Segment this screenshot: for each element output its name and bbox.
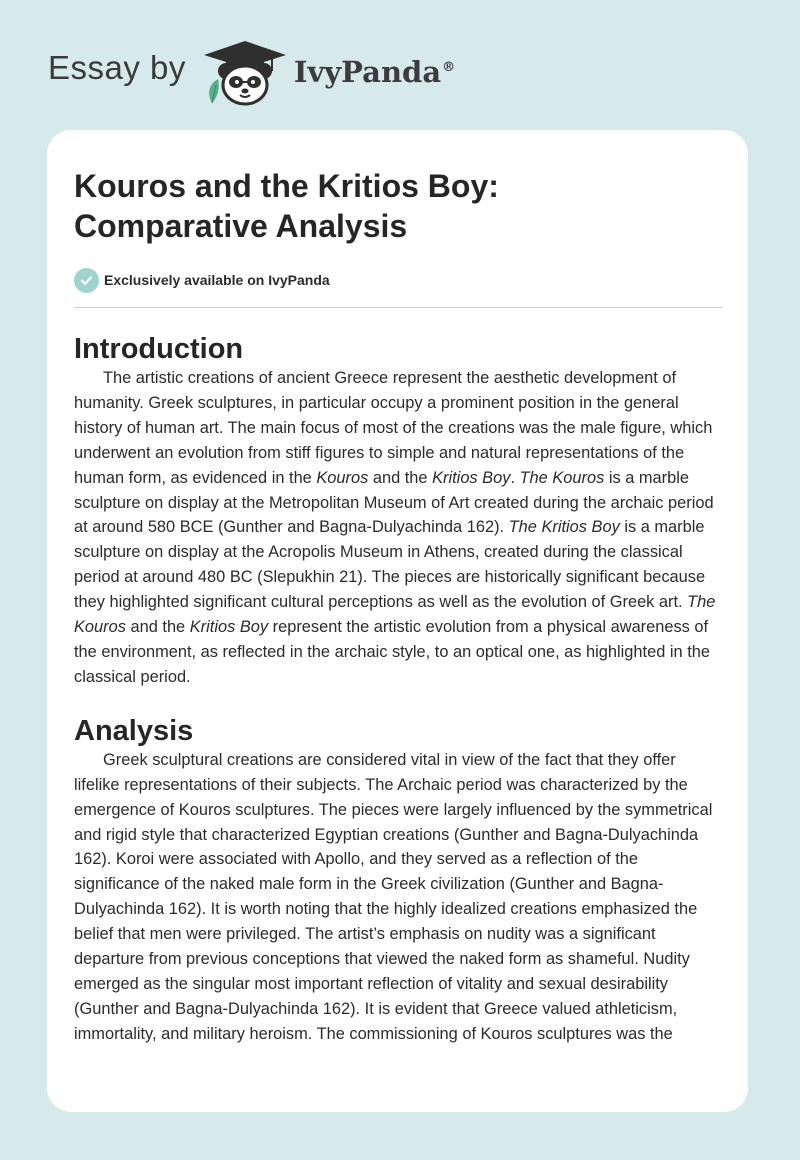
- brand-prefix: Essay by: [48, 49, 186, 86]
- divider: [74, 307, 723, 308]
- article-title: Kouros and the Kritios Boy: Comparative Analysis: [74, 168, 499, 244]
- italic-title: The Kritios Boy: [508, 518, 620, 537]
- exclusive-text: Exclusively available on IvyPanda: [104, 272, 330, 288]
- check-icon: [74, 268, 99, 293]
- section-heading-introduction: Introduction: [74, 333, 244, 365]
- panda-graduate-icon: [200, 37, 290, 107]
- registered-mark: ®: [442, 60, 456, 76]
- article-card: [47, 130, 748, 1112]
- brand-name-text: IvyPanda: [293, 55, 442, 89]
- italic-title: Kritios Boy: [432, 468, 511, 487]
- section-heading-analysis: Analysis: [74, 714, 194, 747]
- brand-header[interactable]: [48, 32, 455, 112]
- italic-title: The Kouros: [519, 468, 605, 487]
- italic-title: Kritios Boy: [189, 618, 269, 637]
- brand-name: [294, 55, 455, 89]
- italic-title: The Kouros: [74, 593, 716, 637]
- section-paragraph-analysis: Greek sculptural creations are considered vital in view of the fact that they offer lifelike representations of their subjects. The Archaic period was characterized by the emergence of Kouros sculptures. The pieces were largely influenced by the symmetrical and rigid style that characterized Egyptian creations (Gunther and Bagna-Dulyachinda 162). Koroi were associated with Apollo, and they served as a reflection of the significance of the naked male form in the Greek civilization (Gunther and Bagna-Dulyachinda 162). It is worth noting that the highly idealized creations emphasized the belief that men were privileged. The artist’s emphasis on nudity was a significant departure from previous conceptions that viewed the naked form as shameful. Nudity emerged as the singular most important reflection of vitality and sexual desirability (Gunther and Bagna-Dulyachinda 162). It is evident that Greece valued athleticism, immortality, and military heroism. The commissioning of Kouros sculptures was the: [74, 750, 713, 1043]
- italic-title: Kouros: [316, 468, 369, 487]
- section-paragraph-introduction: The artistic creations of ancient Greece represent the aesthetic development of humanity. Greek sculptures, in particular occupy a prominent position in the general history of human art. The main focus of most of the creations was the male figure, which underwent an evolution from stiff figures to simple and natural representations of the human form, as evidenced in the Kouros and the Kritios Boy. The Kouros is a marble sculpture on display at the Metropolitan Museum of Art created during the archaic period at around 580 BCE (Gunther and Bagna-Dulyachinda 162). The Kritios Boy is a marble sculpture on display at the Acropolis Museum in Athens, created during the classical period at around 480 BC (Slepukhin 21). The pieces are historically significant because they highlighted significant cultural perceptions as well as the evolution of Greek art. The Kouros and the Kritios Boy represent the artistic evolution from a physical awareness of the environment, as reflected in the archaic style, to an optical one, as highlighted in the classical period.: [74, 369, 716, 686]
- exclusive-badge: [74, 267, 723, 293]
